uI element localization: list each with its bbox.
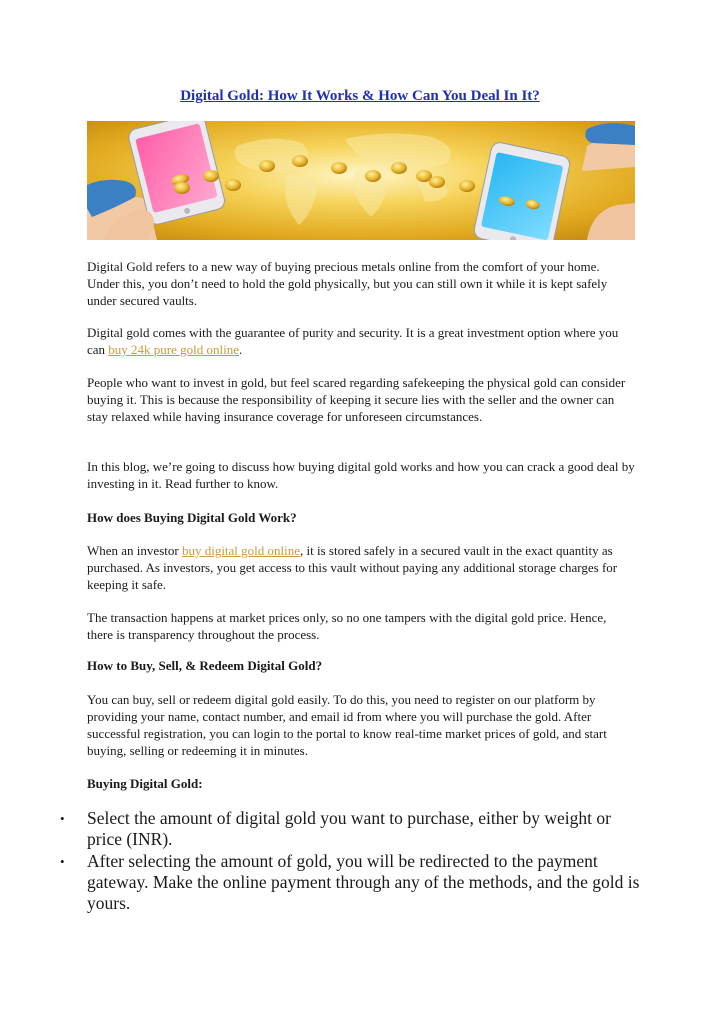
purity-paragraph xyxy=(87,324,635,358)
buying-steps-list xyxy=(60,808,650,915)
safekeeping-paragraph: People who want to invest in gold, but feel scared regarding safekeeping the physical gold can consider buying it. This is because the responsibility of keeping it secure lies with the seller and the owner can stay relaxed while having insurance coverage for unforeseen circumstances. xyxy=(87,375,626,424)
storage-paragraph xyxy=(87,542,635,593)
section-heading-buying: Buying Digital Gold: xyxy=(87,776,203,791)
bullet-icon: • xyxy=(60,854,65,869)
section-heading-buy-sell-redeem: How to Buy, Sell, & Redeem Digital Gold? xyxy=(87,658,323,673)
buy-digital-gold-link[interactable]: buy digital gold online xyxy=(181,543,301,558)
purity-text: Digital gold comes with the guarantee of purity and security. It is a great investment option where you can xyxy=(87,325,619,357)
list-item-text: After selecting the amount of gold, you will be redirected to the payment gateway. Make the online payment through any of the methods, and the gold is yours. xyxy=(87,851,640,913)
transparency-paragraph: The transaction happens at market prices only, so no one tampers with the digital gold price. Hence, there is transparency throughout the process. xyxy=(87,610,607,642)
intro-paragraph: Digital Gold refers to a new way of buying precious metals online from the comfort of your home. Under this, you don’t need to hold the gold physically, but you can still own it while it is kept safely under secured vaults. xyxy=(87,259,608,308)
list-item-text: Select the amount of digital gold you want to purchase, either by weight or price (INR). xyxy=(87,808,611,849)
purity-text-end: . xyxy=(239,342,243,357)
list-item xyxy=(60,851,650,914)
buy-24k-gold-link[interactable]: buy 24k pure gold online xyxy=(108,342,240,357)
registration-paragraph: You can buy, sell or redeem digital gold easily. To do this, you need to register on our platform by providing your name, contact number, and email id from where you will purchase the gold. After successful registration, you can login to the portal to know real-time market prices of gold, and start buying, selling or redeeming it in minutes. xyxy=(87,692,607,758)
storage-text-end: , it is stored safely in a secured vault in the exact quantity as purchased. As investors, you get access to this vault without paying any additional storage charges for keeping it safe. xyxy=(87,543,618,592)
blog-intro-paragraph: In this blog, we’re going to discuss how buying digital gold works and how you can crack a good deal by investing in it. Read further to know. xyxy=(87,459,635,491)
bullet-icon: • xyxy=(60,811,65,826)
storage-text: When an investor xyxy=(87,543,182,558)
list-item xyxy=(60,808,650,850)
section-heading-how-it-works: How does Buying Digital Gold Work? xyxy=(87,510,297,525)
page-title[interactable]: Digital Gold: How It Works & How Can You Deal In It? xyxy=(180,88,540,104)
banner-image xyxy=(87,121,635,240)
